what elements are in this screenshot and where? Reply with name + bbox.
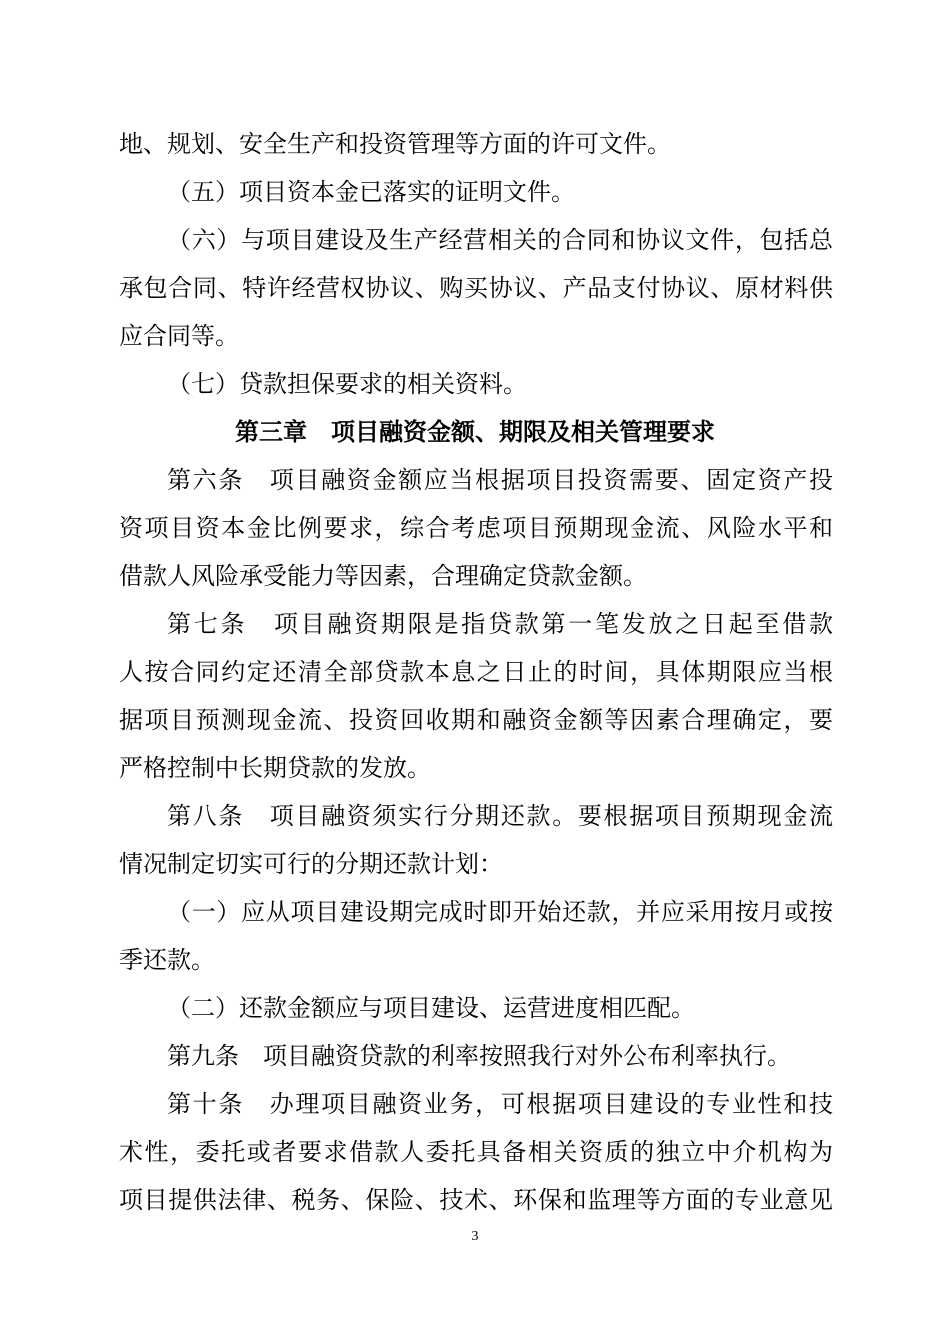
paragraph-line: 情况制定切实可行的分期还款计划： (119, 850, 503, 878)
paragraph-line: （五）项目资本金已落实的证明文件。 (167, 178, 575, 206)
paragraph-line: 资项目资本金比例要求，综合考虑项目预期现金流、风险水平和 (119, 514, 833, 542)
paragraph-line: 季还款。 (119, 946, 215, 974)
paragraph-line: 第八条 项目融资须实行分期还款。要根据项目预期现金流 (167, 802, 833, 830)
paragraph-line: 第七条 项目融资期限是指贷款第一笔发放之日起至借款 (167, 610, 833, 638)
paragraph-line: 据项目预测现金流、投资回收期和融资金额等因素合理确定，要 (119, 706, 833, 734)
paragraph-line: 人按合同约定还清全部贷款本息之日止的时间，具体期限应当根 (119, 658, 833, 686)
paragraph-line: 第十条 办理项目融资业务，可根据项目建设的专业性和技 (167, 1090, 833, 1118)
paragraph-line: （一）应从项目建设期完成时即开始还款，并应采用按月或按 (167, 898, 833, 926)
paragraph-line: （七）贷款担保要求的相关资料。 (167, 370, 527, 398)
paragraph-line: 严格控制中长期贷款的发放。 (119, 754, 431, 782)
page-number: 3 (471, 1229, 479, 1244)
chapter-heading: 第三章 项目融资金额、期限及相关管理要求 (235, 418, 715, 446)
paragraph-line: （二）还款金额应与项目建设、运营进度相匹配。 (167, 994, 695, 1022)
paragraph-line: 应合同等。 (119, 322, 239, 350)
paragraph-line: 项目提供法律、税务、保险、技术、环保和监理等方面的专业意见 (119, 1186, 833, 1214)
paragraph-line: 第六条 项目融资金额应当根据项目投资需要、固定资产投 (167, 466, 833, 494)
paragraph-line: （六）与项目建设及生产经营相关的合同和协议文件，包括总 (167, 226, 833, 254)
paragraph-line: 第九条 项目融资贷款的利率按照我行对外公布利率执行。 (167, 1042, 791, 1070)
paragraph-line: 承包合同、特许经营权协议、购买协议、产品支付协议、原材料供 (119, 274, 833, 302)
paragraph-line: 术性，委托或者要求借款人委托具备相关资质的独立中介机构为 (119, 1138, 833, 1166)
paragraph-line: 地、规划、安全生产和投资管理等方面的许可文件。 (119, 130, 671, 158)
paragraph-line: 借款人风险承受能力等因素，合理确定贷款金额。 (119, 562, 647, 590)
